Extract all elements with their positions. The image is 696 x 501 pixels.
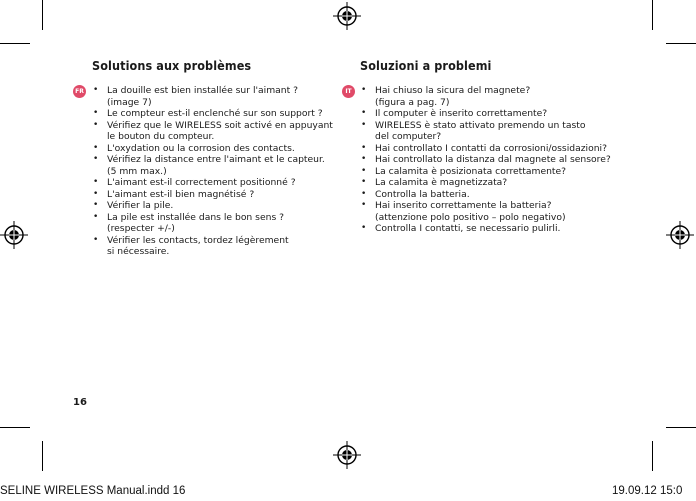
italian-heading: Soluzioni a problemi — [360, 58, 492, 73]
list-item: • Il computer è inserito correttamente? — [360, 108, 630, 120]
list-item: • Hai inserito correttamente la batteria? (attenzione polo positivo – polo negativo) — [360, 200, 630, 223]
footer-datetime: 19.09.12 15:0 — [612, 485, 683, 497]
registration-mark-icon — [666, 221, 694, 249]
list-item: • Vérifiez la distance entre l'aimant et le capteur. (5 mm max.) — [92, 154, 347, 177]
list-item: • Le compteur est-il enclenché sur son support ? — [92, 108, 347, 120]
crop-mark — [0, 427, 30, 428]
list-item: • La pile est installée dans le bon sens ? (respecter +/-) — [92, 212, 347, 235]
list-item: • Vérifiez que le WIRELESS soit activé en appuyant le bouton du compteur. — [92, 120, 347, 143]
language-badge-fr: FR — [73, 85, 86, 98]
italian-section — [360, 58, 630, 235]
french-section — [92, 58, 347, 258]
list-item: • WIRELESS è stato attivato premendo un tasto del computer? — [360, 120, 630, 143]
registration-mark-icon — [0, 221, 28, 249]
list-item: • L'aimant est-il correctement positionné ? — [92, 177, 347, 189]
registration-mark-icon — [333, 441, 361, 469]
crop-mark — [666, 43, 696, 44]
registration-mark-icon — [333, 2, 361, 30]
italian-list — [360, 85, 630, 235]
crop-mark — [666, 427, 696, 428]
list-item: • La calamita è magnetizzata? — [360, 177, 630, 189]
list-item: • Controlla la batteria. — [360, 189, 630, 201]
list-item: • La calamita è posizionata correttamente? — [360, 166, 630, 178]
list-item: • Hai controllato la distanza dal magnete al sensore? — [360, 154, 630, 166]
crop-mark — [652, 0, 653, 30]
list-item: • Hai controllato I contatti da corrosioni/ossidazioni? — [360, 143, 630, 155]
french-list — [92, 85, 347, 258]
list-item: • Vérifier les contacts, tordez légèrement si nécessaire. — [92, 235, 347, 258]
list-item: • La douille est bien installée sur l'aimant ? (image 7) — [92, 85, 347, 108]
list-item: • Hai chiuso la sicura del magnete? (figura a pag. 7) — [360, 85, 630, 108]
crop-mark — [0, 43, 30, 44]
crop-mark — [652, 441, 653, 471]
crop-mark — [42, 441, 43, 471]
list-item: • L'oxydation ou la corrosion des contacts. — [92, 143, 347, 155]
language-badge-it: IT — [342, 85, 355, 98]
crop-mark — [42, 0, 43, 30]
list-item: • L'aimant est-il bien magnétisé ? — [92, 189, 347, 201]
footer-filename: SELINE WIRELESS Manual.indd 16 — [0, 485, 186, 497]
french-heading: Solutions aux problèmes — [92, 58, 252, 73]
page-number: 16 — [73, 397, 87, 408]
list-item: • Vérifier la pile. — [92, 200, 347, 212]
list-item: • Controlla I contatti, se necessario pulirli. — [360, 223, 630, 235]
